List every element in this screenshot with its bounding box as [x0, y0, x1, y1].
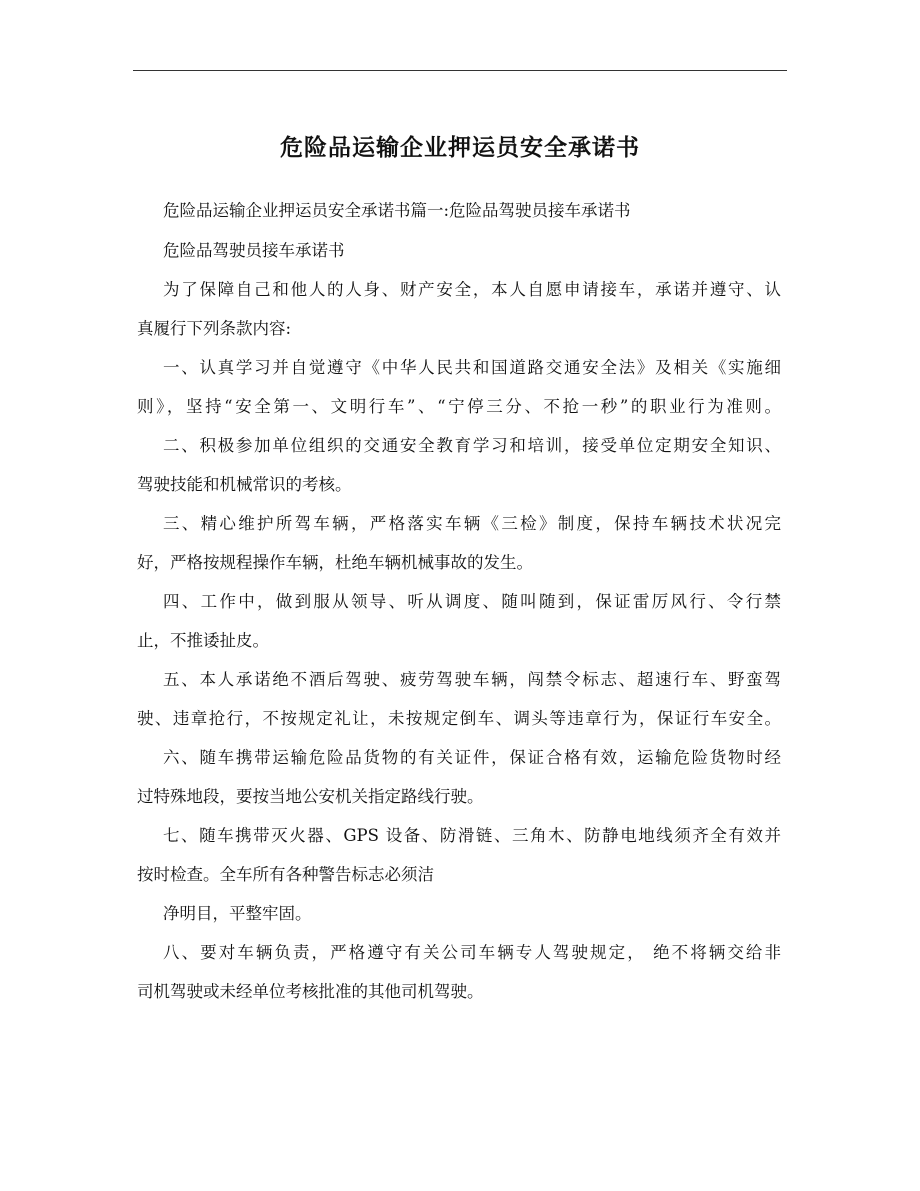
text-line-5: 一、认真学习并自觉遵守《中华人民共和国道路交通安全法》及相关《实施细 [163, 358, 781, 377]
text-line-17: 七、随车携带灭火器、GPS 设备、防滑链、三角木、防静电地线须齐全有效并 [163, 826, 781, 845]
text-line-19: 净明目，平整牢固。 [163, 904, 312, 923]
text-line-14: 驶、违章抢行，不按规定礼让，未按规定倒车、调头等违章行为，保证行车安全。 [137, 709, 781, 728]
document-title: 危险品运输企业押运员安全承诺书 [280, 134, 640, 161]
text-line-18: 按时检查。全车所有各种警告标志必须洁 [137, 865, 434, 884]
text-line-9: 三、精心维护所驾车辆，严格落实车辆《三检》制度，保持车辆技术状况完 [163, 514, 781, 533]
text-line-16: 过特殊地段，要按当地公安机关指定路线行驶。 [137, 787, 484, 806]
text-line-4: 真履行下列条款内容: [137, 319, 292, 338]
text-line-7: 二、积极参加单位组织的交通安全教育学习和培训，接受单位定期安全知识、 [163, 436, 781, 455]
text-line-10: 好，严格按规程操作车辆，杜绝车辆机械事故的发生。 [137, 553, 533, 572]
text-line-20: 八、要对车辆负责，严格遵守有关公司车辆专人驾驶规定， 绝不将辆交给非 [163, 943, 781, 962]
text-line-11: 四、工作中，做到服从领导、听从调度、随叫随到，保证雷厉风行、令行禁 [163, 592, 781, 611]
text-line-2: 危险品驾驶员接车承诺书 [163, 241, 345, 260]
document-body [137, 196, 781, 1016]
text-line-3: 为了保障自己和他人的人身、财产安全，本人自愿申请接车，承诺并遵守、认 [163, 280, 781, 299]
text-line-15: 六、随车携带运输危险品货物的有关证件，保证合格有效，运输危险货物时经 [163, 748, 781, 767]
text-line-1: 危险品运输企业押运员安全承诺书篇一:危险品驾驶员接车承诺书 [163, 201, 631, 220]
text-line-13: 五、本人承诺绝不酒后驾驶、疲劳驾驶车辆，闯禁令标志、超速行车、野蛮驾 [163, 670, 781, 689]
text-line-8: 驾驶技能和机械常识的考核。 [137, 475, 352, 494]
text-line-12: 止，不推诿扯皮。 [137, 631, 269, 650]
header-rule [133, 70, 787, 71]
text-line-21: 司机驾驶或未经单位考核批准的其他司机驾驶。 [137, 982, 484, 1001]
text-line-6: 则》，坚持“安全第一、文明行车”、“宁停三分、不抢一秒”的职业行为准则。 [137, 397, 781, 416]
